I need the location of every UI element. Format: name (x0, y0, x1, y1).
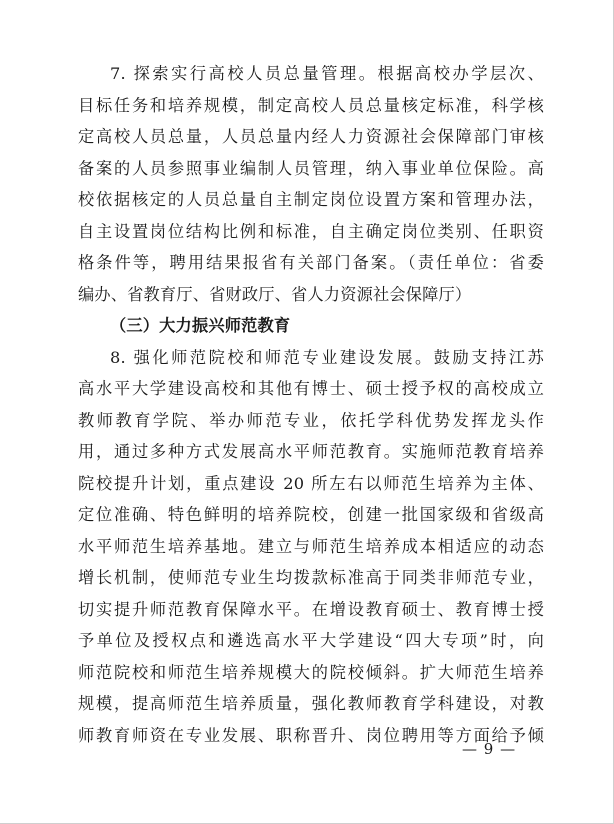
text-line: 切实提升师范教育保障水平。在增设教育硕士、教育博士授 (78, 599, 544, 619)
text-line: 定高校人员总量，人员总量内经人力资源社会保障部门审核 (78, 127, 544, 146)
text-line: 用，通过多种方式发展高水平师范教育。实施师范教育培养 (78, 442, 544, 461)
document-body (78, 58, 544, 751)
text-line: 增长机制，使师范专业生均拨款标准高于同类非师范专业， (78, 568, 544, 587)
text-line: 教师教育学院、举办师范专业，依托学科优势发挥龙头作 (78, 410, 544, 430)
section-heading: （三）大力振兴师范教育 (110, 316, 291, 335)
text-line: 定位准确、特色鲜明的培养院校，创建一批国家级和省级高 (78, 505, 544, 524)
text-line: 予单位及授权点和遴选高水平大学建设“四大专项”时，向 (78, 631, 544, 650)
text-line: 8. 强化师范院校和师范专业建设发展。鼓励支持江苏 (110, 347, 544, 367)
page-number: — 9 — (462, 740, 517, 758)
text-line: 备案的人员参照事业编制人员管理，纳入事业单位保险。高 (78, 158, 544, 178)
text-line: 院校提升计划，重点建设 20 所左右以师范生培养为主体、 (78, 473, 544, 493)
text-line: 目标任务和培养规模，制定高校人员总量核定标准，科学核 (78, 95, 544, 115)
text-line: 水平师范生培养基地。建立与师范生培养成本相适应的动态 (78, 536, 544, 556)
text-line: 7. 探索实行高校人员总量管理。根据高校办学层次、 (110, 64, 544, 83)
text-line: 自主设置岗位结构比例和标准，自主确定岗位类别、任职资 (78, 221, 544, 241)
paragraph-8 (78, 342, 544, 752)
paragraph-7 (78, 58, 544, 310)
text-line: 高水平大学建设高校和其他有博士、硕士授予权的高校成立 (78, 379, 544, 398)
text-line: 规模，提高师范生培养质量，强化教师教育学科建设，对教 (78, 694, 544, 713)
text-line: 编办、省教育厅、省财政厅、省人力资源社会保障厅） (78, 284, 472, 304)
text-line: 师范院校和师范生培养规模大的院校倾斜。扩大师范生培养 (78, 662, 544, 682)
text-line: 校依据核定的人员总量自主制定岗位设置方案和管理办法， (78, 190, 544, 209)
text-line: 格条件等，聘用结果报省有关部门备案。（责任单位：省委 (78, 253, 544, 272)
text-line: 师教育师资在专业发展、职称晋升、岗位聘用等方面给予倾 (78, 725, 544, 745)
